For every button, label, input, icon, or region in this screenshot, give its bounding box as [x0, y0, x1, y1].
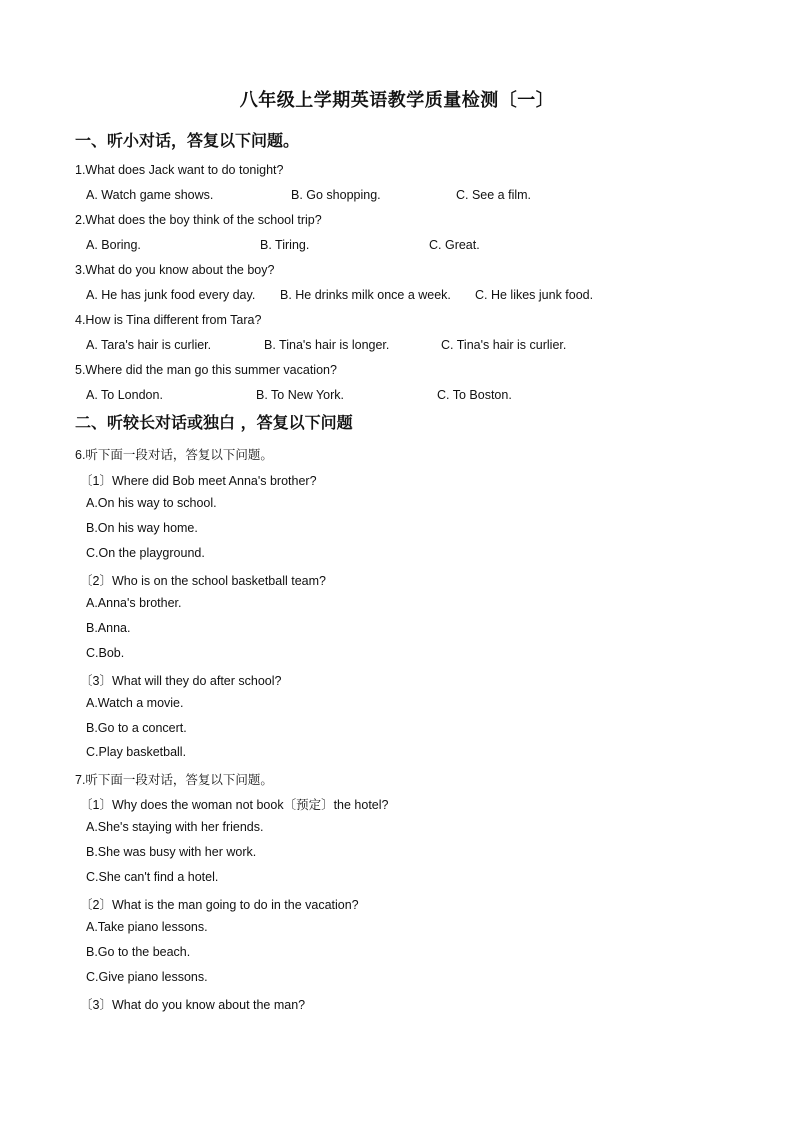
option-b: B.She was busy with her work.: [86, 845, 257, 859]
question-1-options: [86, 188, 686, 204]
question-5-options: [86, 388, 686, 404]
option-a: A.Anna's brother.: [86, 596, 182, 610]
question-7-1: 〔1〕Why does the woman not book〔预定〕the hotel?: [80, 798, 389, 812]
question-2: 2.What does the boy think of the school trip?: [75, 213, 322, 227]
question-7-2: 〔2〕What is the man going to do in the vacation?: [80, 898, 359, 912]
question-7-3: 〔3〕What do you know about the man?: [80, 998, 306, 1012]
question-6-3: 〔3〕What will they do after school?: [80, 674, 282, 688]
option-c: C.Give piano lessons.: [86, 970, 208, 984]
question-6-1: 〔1〕Where did Bob meet Anna's brother?: [80, 474, 317, 488]
option-c: C.She can't find a hotel.: [86, 870, 219, 884]
option-b: B.Anna.: [86, 621, 131, 635]
question-4-options: [86, 338, 686, 354]
option-a: A.She's staying with her friends.: [86, 820, 264, 834]
section-1-heading: 一、听小对话，答复以下问题。: [75, 131, 300, 150]
section-2-heading: 二、听较长对话或独白 ，答复以下问题: [75, 413, 353, 432]
option-c: C. He likes junk food.: [475, 288, 594, 302]
question-4: 4.How is Tina different from Tara?: [75, 313, 262, 327]
option-c: C. To Boston.: [437, 388, 512, 402]
question-6-2: 〔2〕Who is on the school basketball team?: [80, 574, 326, 588]
option-a: A. To London.: [86, 388, 163, 402]
question-1: 1.What does Jack want to do tonight?: [75, 163, 284, 177]
option-a: A. Watch game shows.: [86, 188, 214, 202]
option-b: B. Tina's hair is longer.: [264, 338, 390, 352]
option-c: C. See a film.: [456, 188, 532, 202]
option-b: B.Go to the beach.: [86, 945, 191, 959]
option-b: B. Tiring.: [260, 238, 310, 252]
question-3-options: [86, 288, 686, 304]
question-3: 3.What do you know about the boy?: [75, 263, 275, 277]
question-2-options: [86, 238, 686, 254]
option-c: C.Bob.: [86, 646, 125, 660]
option-c: C.Play basketball.: [86, 745, 187, 759]
option-a: A. Boring.: [86, 238, 141, 252]
option-a: A.On his way to school.: [86, 496, 217, 510]
option-c: C. Tina's hair is curlier.: [441, 338, 567, 352]
option-c: C.On the playground.: [86, 546, 205, 560]
exam-title: 八年级上学期英语教学质量检测〔一〕: [239, 90, 555, 111]
option-a: A. He has junk food every day.: [86, 288, 256, 302]
option-a: A.Take piano lessons.: [86, 920, 208, 934]
option-a: A. Tara's hair is curlier.: [86, 338, 212, 352]
option-b: B.Go to a concert.: [86, 721, 187, 735]
option-a: A.Watch a movie.: [86, 696, 184, 710]
question-6-intro: 6.听下面一段对话，答复以下问题。: [75, 448, 273, 462]
option-b: B. Go shopping.: [291, 188, 381, 202]
question-7-intro: 7.听下面一段对话，答复以下问题。: [75, 773, 273, 787]
option-c: C. Great.: [429, 238, 480, 252]
question-5: 5.Where did the man go this summer vacation?: [75, 363, 337, 377]
option-b: B.On his way home.: [86, 521, 198, 535]
option-b: B. To New York.: [256, 388, 345, 402]
option-b: B. He drinks milk once a week.: [280, 288, 451, 302]
